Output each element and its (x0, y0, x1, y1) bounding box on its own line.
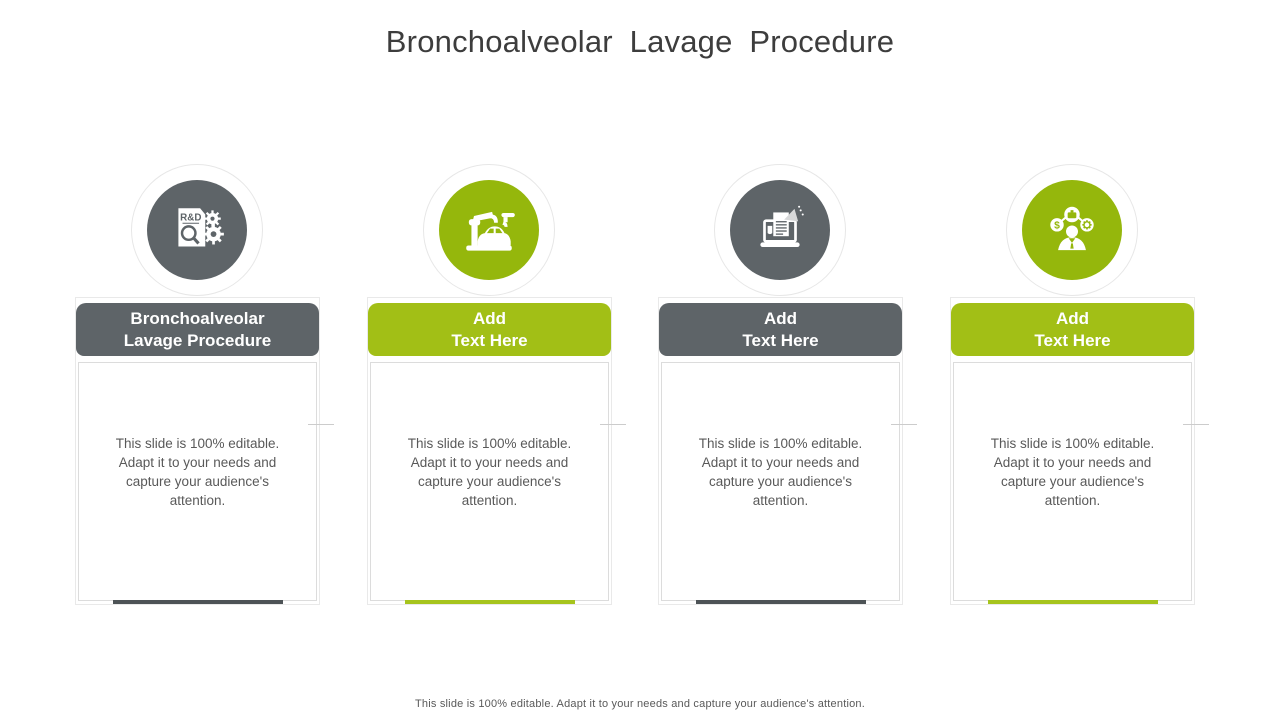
accent-underline (405, 600, 575, 604)
step-card (953, 362, 1192, 601)
icon-badge (714, 164, 846, 296)
connector-tick (1183, 424, 1209, 425)
businessman-dollar-briefcase-gear-icon (1022, 180, 1122, 280)
step-header (76, 303, 319, 356)
connector-tick (600, 424, 626, 425)
svg-text:$: $ (1054, 220, 1060, 232)
step-body-text: This slide is 100% editable. Adapt it to your needs and capture your audience's attention. (407, 436, 572, 508)
step-header-line2: Text Here (742, 330, 819, 350)
icon-badge (131, 164, 263, 296)
step-header-line1: Add (472, 308, 507, 328)
laptop-document-megaphone-icon (749, 199, 811, 261)
footer-note: This slide is 100% editable. Adapt it to your needs and capture your audience's attention. (415, 698, 865, 710)
step-header (368, 303, 611, 356)
step-card (370, 362, 609, 601)
icon-badge (423, 164, 555, 296)
step-header-line2: Lavage Procedure (123, 330, 272, 350)
accent-underline (988, 600, 1158, 604)
step-header (659, 303, 902, 356)
step-card (661, 362, 900, 601)
step-body-text: This slide is 100% editable. Adapt it to your needs and capture your audience's attention. (115, 436, 280, 508)
businessman-dollar-briefcase-gear-icon (1041, 199, 1103, 261)
robotic-arm-car-assembly-icon (458, 199, 520, 261)
step-column-3 (658, 0, 905, 720)
step-body-text: This slide is 100% editable. Adapt it to your needs and capture your audience's attention. (698, 436, 863, 508)
rnd-document-search-icon (147, 180, 247, 280)
step-body-text: This slide is 100% editable. Adapt it to your needs and capture your audience's attention. (990, 436, 1155, 508)
step-header-line2: Text Here (451, 330, 528, 350)
connector-tick (891, 424, 917, 425)
step-header-line1: Bronchoalveolar (130, 308, 265, 328)
step-column-2 (367, 0, 614, 720)
accent-underline (696, 600, 866, 604)
page-title: Bronchoalveolar Lavage Procedure (385, 24, 895, 59)
accent-underline (113, 600, 283, 604)
step-header-line2: Text Here (1034, 330, 1111, 350)
step-column-1 (75, 0, 322, 720)
step-header-line1: Add (1055, 308, 1090, 328)
rnd-document-search-icon (166, 199, 228, 261)
icon-badge (1006, 164, 1138, 296)
step-card (78, 362, 317, 601)
robotic-arm-car-assembly-icon (439, 180, 539, 280)
connector-tick (308, 424, 334, 425)
step-column-4 (950, 0, 1197, 720)
svg-text:R&D: R&D (180, 212, 202, 224)
step-header (951, 303, 1194, 356)
step-header-line1: Add (763, 308, 798, 328)
laptop-document-megaphone-icon (730, 180, 830, 280)
